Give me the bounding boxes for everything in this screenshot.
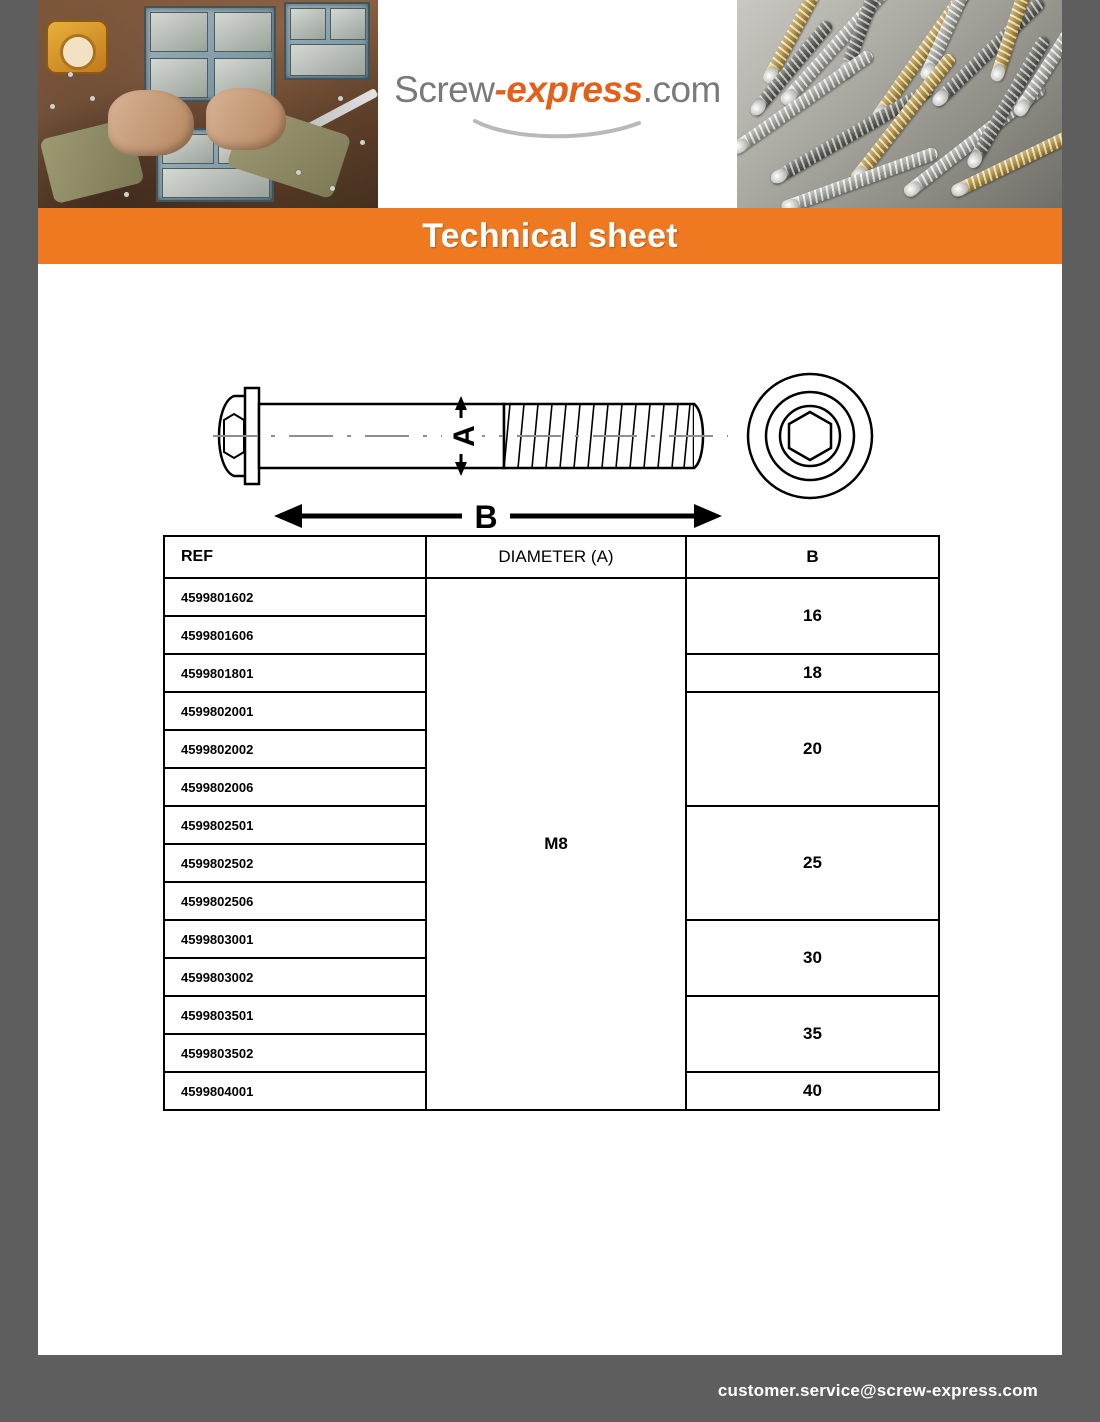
product-drawing	[38, 300, 1062, 550]
document-page	[38, 0, 1062, 1422]
ref-value: 4599803502	[164, 1034, 426, 1072]
table-header-row	[164, 536, 939, 578]
b-value: 20	[686, 692, 939, 806]
b-value: 40	[686, 1072, 939, 1110]
button-head-socket-screw-top-view	[748, 374, 872, 498]
ref-value: 4599802006	[164, 768, 426, 806]
logo-text-part2: -express	[494, 69, 643, 110]
ref-value: 4599802506	[164, 882, 426, 920]
ref-value: 4599802001	[164, 692, 426, 730]
specification-table	[163, 535, 938, 1111]
screws-pile-photo	[737, 0, 1062, 208]
ref-value: 4599803001	[164, 920, 426, 958]
ref-value: 4599804001	[164, 1072, 426, 1110]
button-head-socket-screw-side-view	[213, 388, 728, 484]
ref-value: 4599803002	[164, 958, 426, 996]
dimension-b	[274, 496, 722, 536]
column-header-b: B	[686, 536, 939, 578]
ref-value: 4599801602	[164, 578, 426, 616]
dimension-label-b: B	[474, 499, 498, 535]
column-header-diameter: DIAMETER (A)	[426, 536, 686, 578]
screw-technical-drawing	[38, 300, 1062, 550]
dimension-label-a: A	[448, 425, 481, 447]
workbench-screws-photo	[38, 0, 378, 208]
ref-value: 4599802002	[164, 730, 426, 768]
ref-value: 4599803501	[164, 996, 426, 1034]
banner-title: Technical sheet	[422, 216, 678, 255]
site-logo	[378, 0, 737, 208]
ref-value: 4599801801	[164, 654, 426, 692]
logo-text	[394, 69, 721, 111]
logo-text-part3: .com	[642, 69, 721, 110]
ref-value: 4599802502	[164, 844, 426, 882]
b-value: 25	[686, 806, 939, 920]
page-bottom-margin	[38, 1276, 1062, 1355]
b-value: 16	[686, 578, 939, 654]
technical-sheet-banner	[38, 208, 1062, 264]
table-row	[164, 578, 939, 616]
document-header	[38, 0, 1062, 255]
ref-value: 4599802501	[164, 806, 426, 844]
footer-contact-email[interactable]: customer.service@screw-express.com	[717, 1381, 1038, 1400]
column-header-ref: REF	[164, 536, 426, 578]
logo-text-part1: Screw	[394, 69, 495, 110]
diameter-value: M8	[426, 578, 686, 1110]
b-value: 18	[686, 654, 939, 692]
b-value: 35	[686, 996, 939, 1072]
ref-value: 4599801606	[164, 616, 426, 654]
swoosh-underline-icon	[473, 117, 643, 139]
b-value: 30	[686, 920, 939, 996]
